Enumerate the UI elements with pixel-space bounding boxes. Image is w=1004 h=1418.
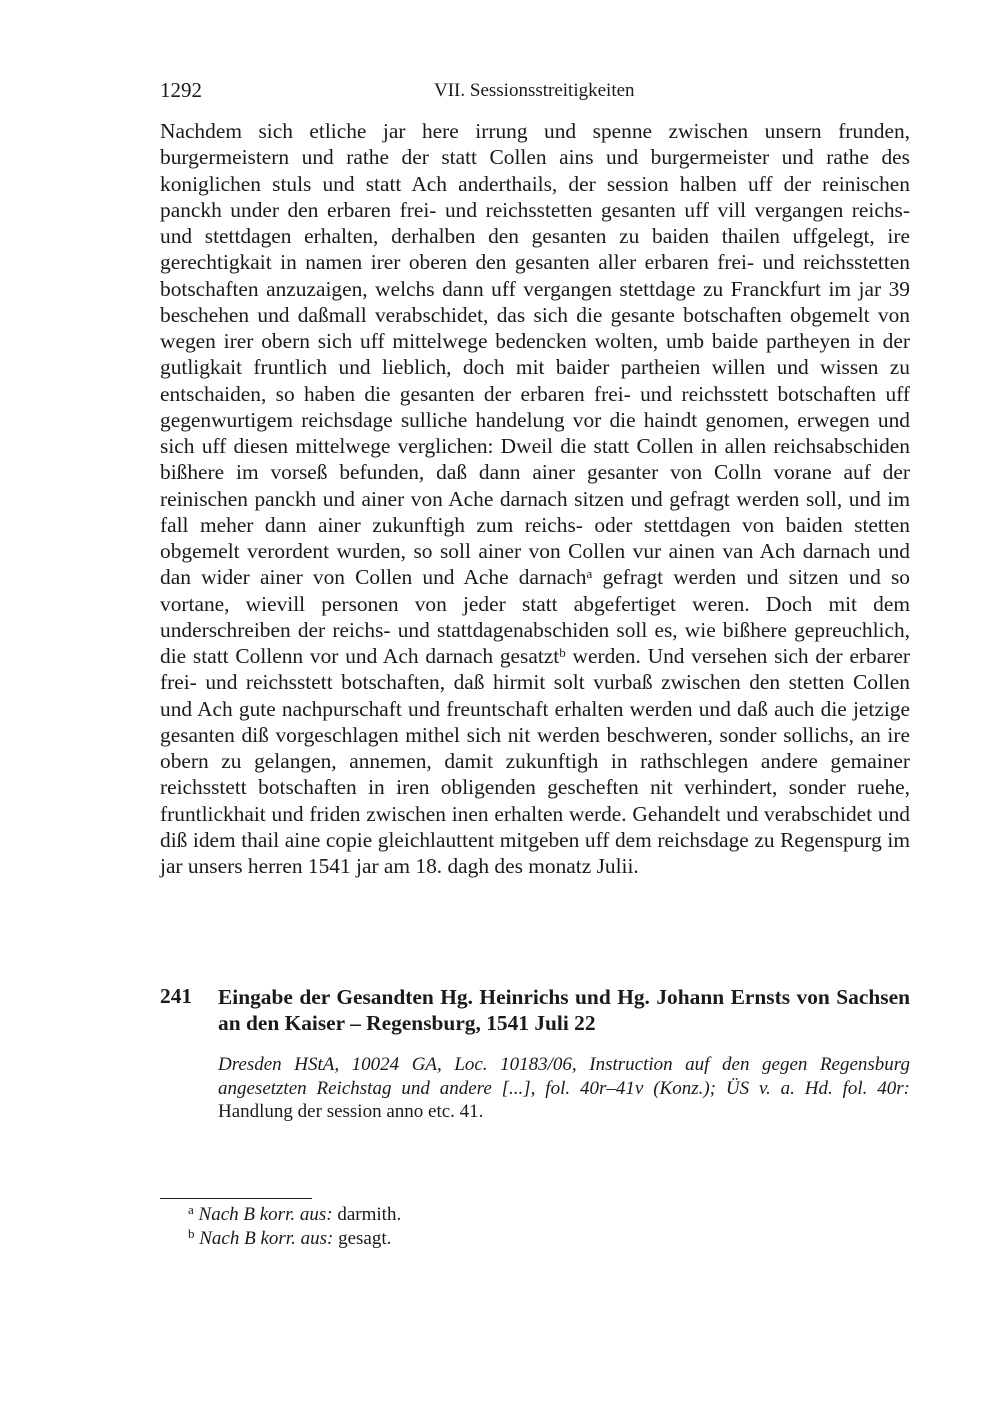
footnote-ref-a[interactable]: a: [586, 566, 593, 582]
main-paragraph: [160, 118, 910, 879]
footnote-marker: a: [188, 1202, 194, 1217]
footnotes: [188, 1203, 401, 1251]
footnote-label: Nach B korr. aus:: [198, 1204, 333, 1225]
page-number: 1292: [160, 78, 202, 102]
footnote-b: [188, 1227, 401, 1251]
main-text-part1: Nachdem sich etliche jar here irrung und spenne zwischen unsern frunden, burgermeistern und rathe der statt Collen ains und burgermeister und rathe des koniglichen stuls und statt Ach anderthails, der session halben uff der reinischen panckh under den erbaren frei- und reichsstetten gesanten uff vill vergangen reichs- und stettdagen erhalten, derhalben den gesanten zu baiden thailen uffgelegt, ire gerechtigkait in namen irer oberen den gesanten aller erbaren frei- und reichsstetten botschaften anzuzaigen, welchs dann uff vergangen stettdage zu Franckfurt im jar 39 beschehen und daßmall verabschidet, das sich die gesante botschaften obgemelt von wegen irer obern sich uff mittelwege bedencken wolten, umb baide partheyen in der gutligkait fruntlich und lieblich, doch mit baider partheien willen und wissen zu entschaiden, so haben die gesanten der erbaren frei- und reichsstett botschaften uff gegenwurtigem reichsdage sulliche handelung vor die haindt genomen, erwegen und sich uff diesen mittelwege verglichen: Dweil die statt Collen in allen reichsabschiden bißhere im vorseß befunden, daß dann ainer gesanter von Colln vorane auf der reinischen panckh und ainer von Ache darnach sitzen und gefragt werden soll, und im fall meher dann ainer zukunftigh zum reichs- oder stettdagen von baiden stetten obgemelt verordent wurden, so soll ainer von Collen vur ainen van Ach darnach und dan wider ainer von Collen und Ache darnach: [160, 119, 910, 590]
footnote-text: darmith.: [332, 1204, 402, 1225]
source-reference: Dresden HStA, 10024 GA, Loc. 10183/06, Instruction auf den gegen Regensburg angesetzten Reichstag und andere [...], fol. 40r–41v (Konz.); ÜS v. a. Hd. fol. 40r:: [218, 1054, 910, 1099]
source-summary: Handlung der session anno etc. 41.: [218, 1101, 484, 1122]
source-note: [218, 1053, 910, 1124]
footnote-a: [188, 1203, 401, 1227]
entry-number: 241: [160, 984, 193, 1008]
footnote-ref-b[interactable]: b: [559, 645, 566, 660]
footnote-rule: [160, 1198, 312, 1199]
footnote-label: Nach B korr. aus:: [199, 1228, 334, 1249]
main-text-part3: werden. Und versehen sich der erbarer frei- und reichsstett botschaften, daß hirmit solt vurbaß zwischen den stetten Collen und Ach gute nachpurschaft und freuntschaft erhalten werden und daß auch die jetzige gesanten diß vorgeschlagen mithel sich nit werden beschweren, sonder sollichs, an ire obern zu gelangen, annemen, damit zukunftigh in rathschlegen andere gemainer reichsstett botschaften in iren obligenden gescheften nit verhindert, sonder ruehe, fruntlickhait und friden zwischen inen erhalten werde. Gehandelt und verabschidet und diß idem thail aine copie gleichlauttent mitgeben uff dem reichsdage zu Regenspurg im jar unsers herren 1541 jar am 18. dagh des monatz Julii.: [160, 644, 910, 878]
footnote-text: gesagt.: [333, 1228, 392, 1249]
main-text-part2: gefragt werden und sitzen und so vortane, wievill personen von jeder statt abgefertiget weren. Doch mit dem underschreiben der reichs- und stattdagenabschiden soll es, wie bißhere gepreuchlich, die statt Collenn vor und Ach darnach gesatzt: [160, 565, 910, 668]
running-head: VII. Sessionsstreitigkeiten: [434, 80, 635, 101]
entry-title: Eingabe der Gesandten Hg. Heinrichs und Hg. Johann Ernsts von Sachsen an den Kaiser – Regensburg, 1541 Juli 22: [218, 985, 910, 1035]
main-text: [160, 118, 910, 879]
footnote-marker: b: [188, 1226, 195, 1241]
